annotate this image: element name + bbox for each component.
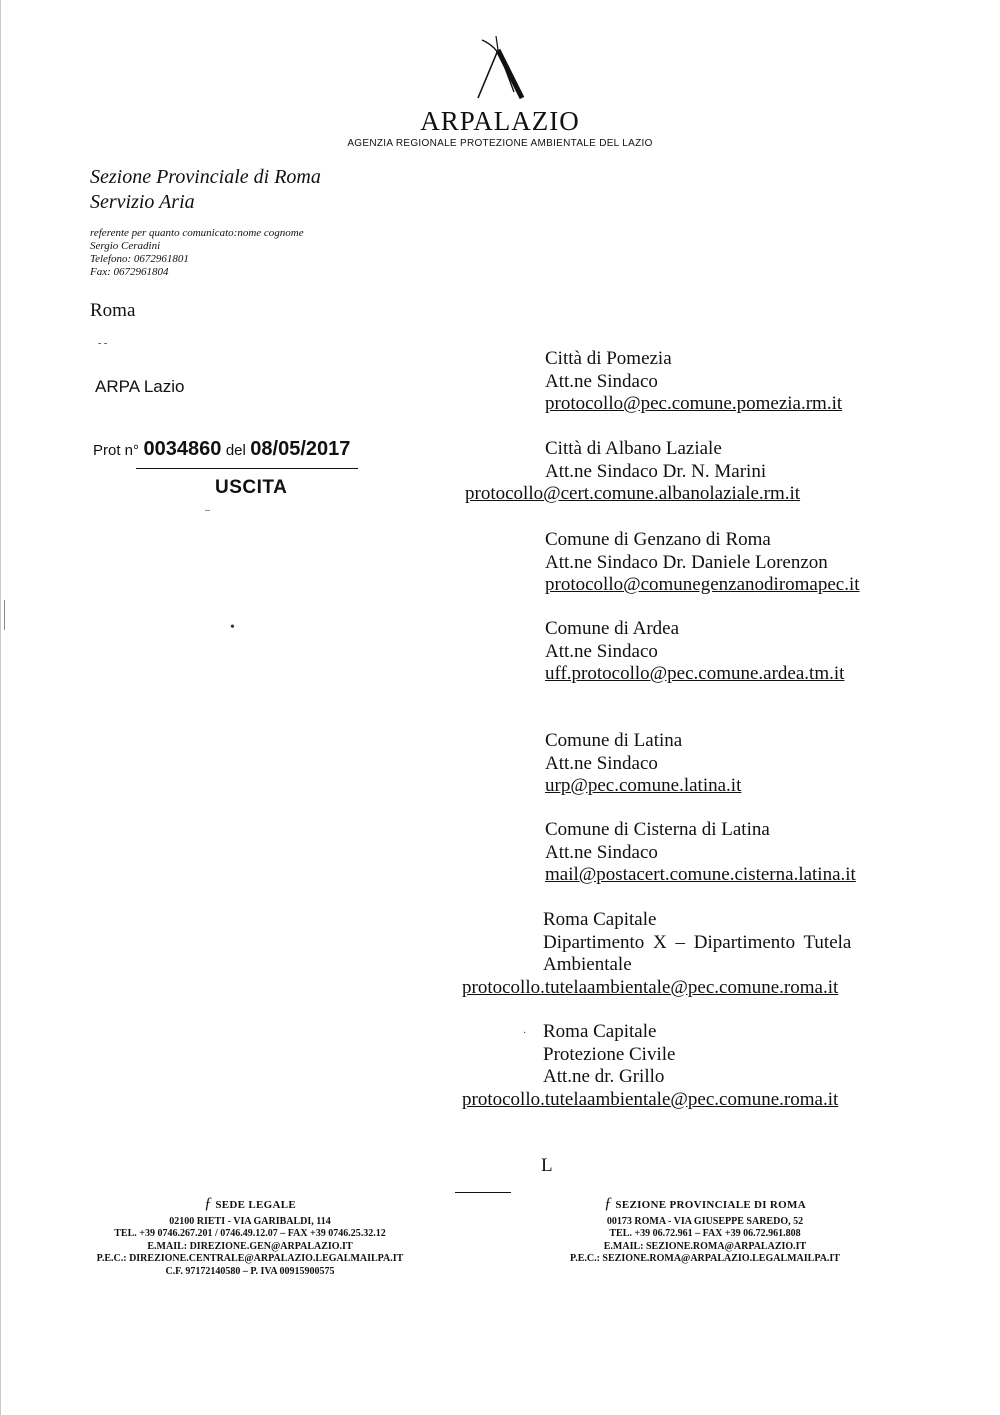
recipient-line: Ambientale (543, 954, 632, 975)
place-name: Roma (90, 300, 136, 321)
recipient-email[interactable]: protocollo.tutelaambientale@pec.comune.roma.it (462, 977, 839, 998)
footer-sezione-roma (505, 1195, 905, 1266)
stray-letter: L (541, 1155, 553, 1176)
footer-left-pec: P.E.C.: DIREZIONE.CENTRALE@ARPALAZIO.LEGALMAILPA.IT (96, 1253, 404, 1264)
recipient-line: Att.ne Sindaco (545, 752, 658, 774)
recipient-roma-protezione (543, 1021, 675, 1089)
scan-margin-mark (4, 600, 5, 630)
recipient-genzano (545, 529, 860, 597)
stamp-label: ARPA Lazio (95, 377, 185, 396)
prot-del: del (225, 442, 246, 459)
recipient-email[interactable]: uff.protocollo@pec.comune.ardea.tm.it (545, 663, 845, 684)
footer-right-address: 00173 ROMA - VIA GIUSEPPE SAREDO, 52 (606, 1215, 804, 1227)
recipient-albano-email-wrap (465, 483, 800, 506)
org-name: ARPALAZIO (420, 106, 580, 136)
footer-right-tel: TEL. +39 06.72.961 – FAX +39 06.72.961.808 (609, 1228, 801, 1239)
recipient-pomezia (545, 348, 842, 416)
logo-small-icon: ƒ (604, 1195, 613, 1212)
footer-divider (455, 1192, 511, 1193)
footer-right-title: SEZIONE PROVINCIALE DI ROMA (615, 1199, 806, 1211)
recipient-line: Att.ne dr. Grillo (543, 1066, 665, 1087)
arpalazio-logo-icon (468, 36, 532, 102)
referent-phone: Telefono: 0672961801 (90, 253, 189, 265)
logo-small-icon: ƒ (203, 1195, 213, 1212)
footer-left-email: E.MAIL: DIREZIONE.GEN@ARPALAZIO.IT (147, 1240, 353, 1252)
referent-name: Sergio Ceradini (90, 240, 161, 252)
recipient-line: Protezione Civile (543, 1043, 676, 1065)
org-subtitle: AGENZIA REGIONALE PROTEZIONE AMBIENTALE DEL LAZIO (347, 138, 653, 149)
recipient-roma-protezione-email-wrap (462, 1089, 838, 1112)
protocol-line (93, 438, 350, 461)
referent-label: referente per quanto comunicato:nome cognome (90, 227, 304, 239)
footer-left-title-row (60, 1195, 440, 1212)
recipient-line: Att.ne Sindaco Dr. N. Marini (545, 460, 767, 482)
recipient-albano (545, 438, 766, 483)
footer-left-address: 02100 RIETI - VIA GARIBALDI, 114 (169, 1215, 331, 1227)
section-block (90, 165, 321, 215)
footer-right-title-row (505, 1195, 905, 1212)
recipient-line: Città di Pomezia (545, 348, 672, 369)
scan-dot: • (230, 620, 235, 635)
scan-speck: · (523, 1028, 527, 1039)
recipient-line: Att.ne Sindaco Dr. Daniele Lorenzon (545, 551, 828, 573)
section-name: Sezione Provinciale di Roma (90, 166, 321, 188)
recipient-line: Att.ne Sindaco (545, 640, 658, 662)
prot-number: 0034860 (143, 438, 222, 460)
recipient-line: Roma Capitale (543, 909, 657, 930)
footer-left-tel: TEL. +39 0746.267.201 / 0746.49.12.07 – FAX +39 0746.25.32.12 (114, 1228, 386, 1239)
recipient-line: Città di Albano Laziale (545, 438, 722, 459)
footer-left-cf: C.F. 97172140580 – P. IVA 00915900575 (165, 1265, 335, 1277)
referent-block (90, 227, 304, 279)
recipient-roma-ambiente (543, 909, 851, 977)
prot-prefix: Prot n° (93, 442, 140, 459)
recipient-line: Att.ne Sindaco (545, 841, 658, 863)
recipient-email[interactable]: protocollo@pec.comune.pomezia.rm.it (545, 393, 843, 414)
recipient-line: Comune di Cisterna di Latina (545, 819, 770, 840)
footer-right-email: E.MAIL: SEZIONE.ROMA@ARPALAZIO.IT (603, 1240, 807, 1252)
recipient-email[interactable]: mail@postacert.comune.cisterna.latina.it (545, 864, 856, 885)
recipient-line: Roma Capitale (543, 1021, 657, 1042)
protocol-underline (136, 468, 358, 469)
footer-sede-legale (60, 1195, 440, 1278)
prot-date: 08/05/2017 (250, 438, 351, 460)
recipient-email[interactable]: protocollo.tutelaambientale@pec.comune.roma.it (462, 1089, 839, 1110)
recipient-email[interactable]: urp@pec.comune.latina.it (545, 775, 742, 796)
footer-right-pec: P.E.C.: SEZIONE.ROMA@ARPALAZIO.LEGALMAILPA.IT (570, 1253, 840, 1264)
scan-margin-line (0, 0, 1, 1415)
recipient-email[interactable]: protocollo@cert.comune.albanolaziale.rm.it (465, 483, 801, 504)
footer-left-title: SEDE LEGALE (215, 1199, 296, 1211)
recipient-line: Comune di Genzano di Roma (545, 529, 771, 550)
recipient-cisterna (545, 819, 856, 887)
recipient-email[interactable]: protocollo@comunegenzanodiromapec.it (545, 574, 860, 595)
recipient-ardea (545, 618, 844, 686)
scan-speck: – (205, 505, 210, 516)
recipient-roma-ambiente-email-wrap (462, 977, 838, 1000)
protocol-direction: USCITA (215, 477, 288, 498)
service-name: Servizio Aria (90, 191, 195, 213)
scan-speck: - - (98, 338, 108, 349)
recipient-line: Dipartimento X – Dipartimento Tutela (543, 931, 852, 953)
recipient-line: Comune di Latina (545, 730, 683, 751)
recipient-line: Comune di Ardea (545, 618, 680, 639)
referent-fax: Fax: 0672961804 (90, 266, 169, 278)
recipient-latina (545, 730, 741, 798)
recipient-line: Att.ne Sindaco (545, 370, 658, 392)
